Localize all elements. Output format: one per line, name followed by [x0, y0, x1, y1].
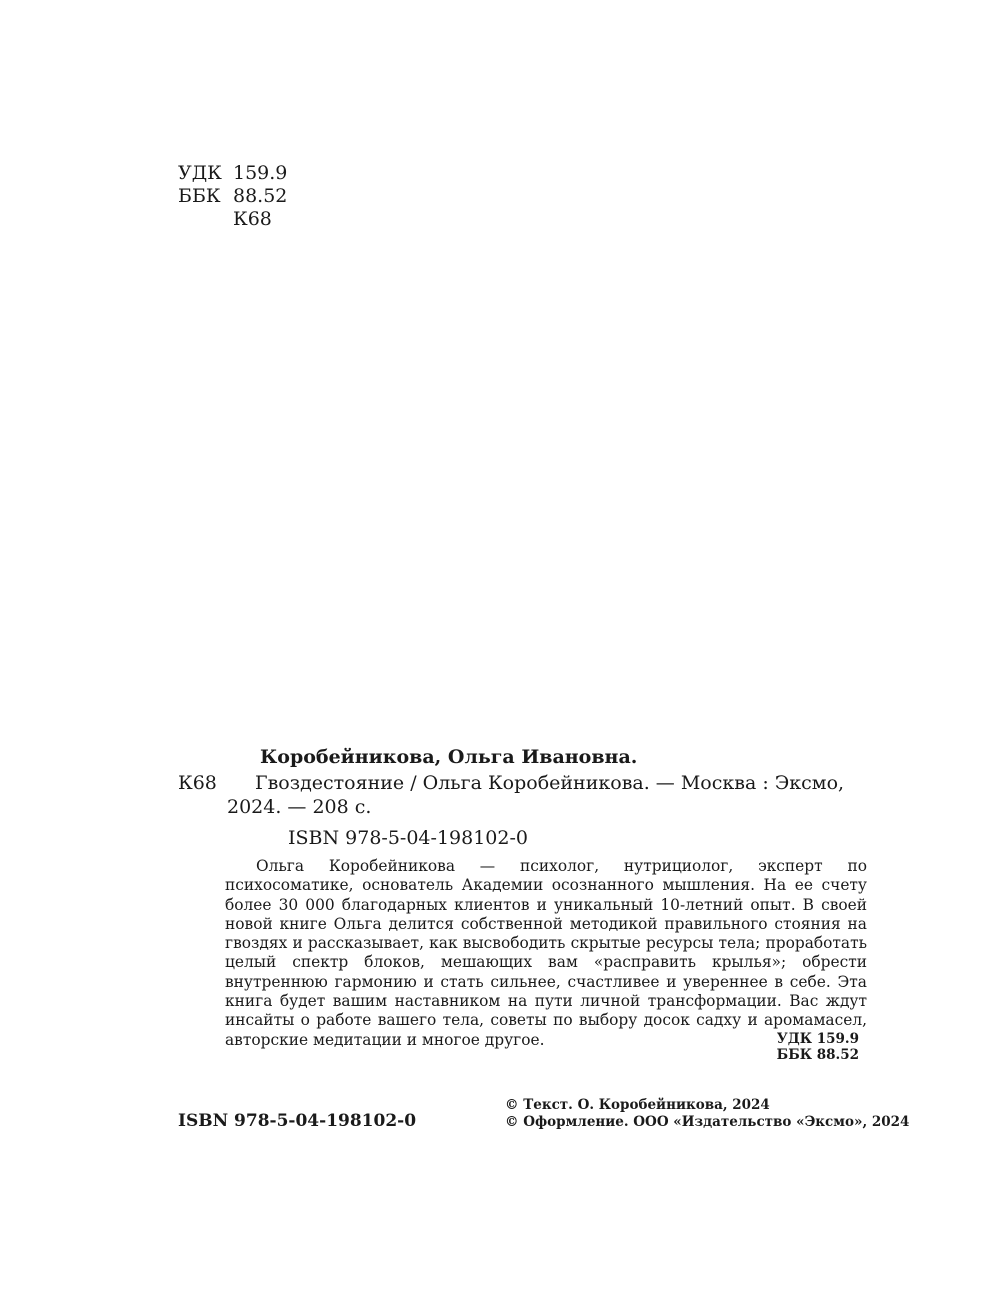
record-isbn: ISBN 978-5-04-198102-0	[288, 827, 528, 849]
title-line-2: 2024. — 208 с.	[227, 796, 372, 818]
bbk-label: ББК	[178, 185, 221, 207]
copyright-text: © Текст. О. Коробейникова, 2024	[505, 1097, 770, 1113]
author-mark-top: К68	[233, 208, 272, 230]
title-line-1: Гвоздестояние / Ольга Коробейникова. — Москва : Эксмо,	[255, 772, 845, 794]
udk-value: 159.9	[233, 162, 288, 184]
bbk-bottom: ББК 88.52	[776, 1047, 859, 1063]
bbk-value: 88.52	[233, 185, 288, 207]
udk-label: УДК	[178, 162, 222, 184]
annotation-text: Ольга Коробейникова — психолог, нутрициолог, эксперт по психосоматике, основатель Академии осознанного мышления. На ее счету более 30 000 благодарных клиентов и уникальный 10-летний опыт. В своей новой книге Ольга делится собственной методикой правильного стояния на гвоздях и рассказывает, как высвободить скрытые ресурсы тела; проработать целый спектр блоков, мешающих вам «расправить крылья»; обрести внутреннюю гармонию и стать сильнее, счастливее и увереннее в себе. Эта книга будет вашим наставником на пути личной трансформации. Вас ждут инсайты о работе вашего тела, советы по выбору досок садху и аромамасел, авторские медитации и многое другое.	[225, 857, 867, 1049]
author-heading: Коробейникова, Ольга Ивановна.	[260, 746, 638, 768]
copyright-design: © Оформление. ООО «Издательство «Эксмо», 2024	[505, 1114, 910, 1130]
udk-bottom: УДК 159.9	[776, 1031, 859, 1047]
udk-top	[178, 162, 287, 185]
record-mark: К68	[178, 772, 217, 794]
bbk-top	[178, 185, 287, 208]
annotation	[225, 857, 867, 1050]
isbn-bottom: ISBN 978-5-04-198102-0	[178, 1111, 417, 1131]
